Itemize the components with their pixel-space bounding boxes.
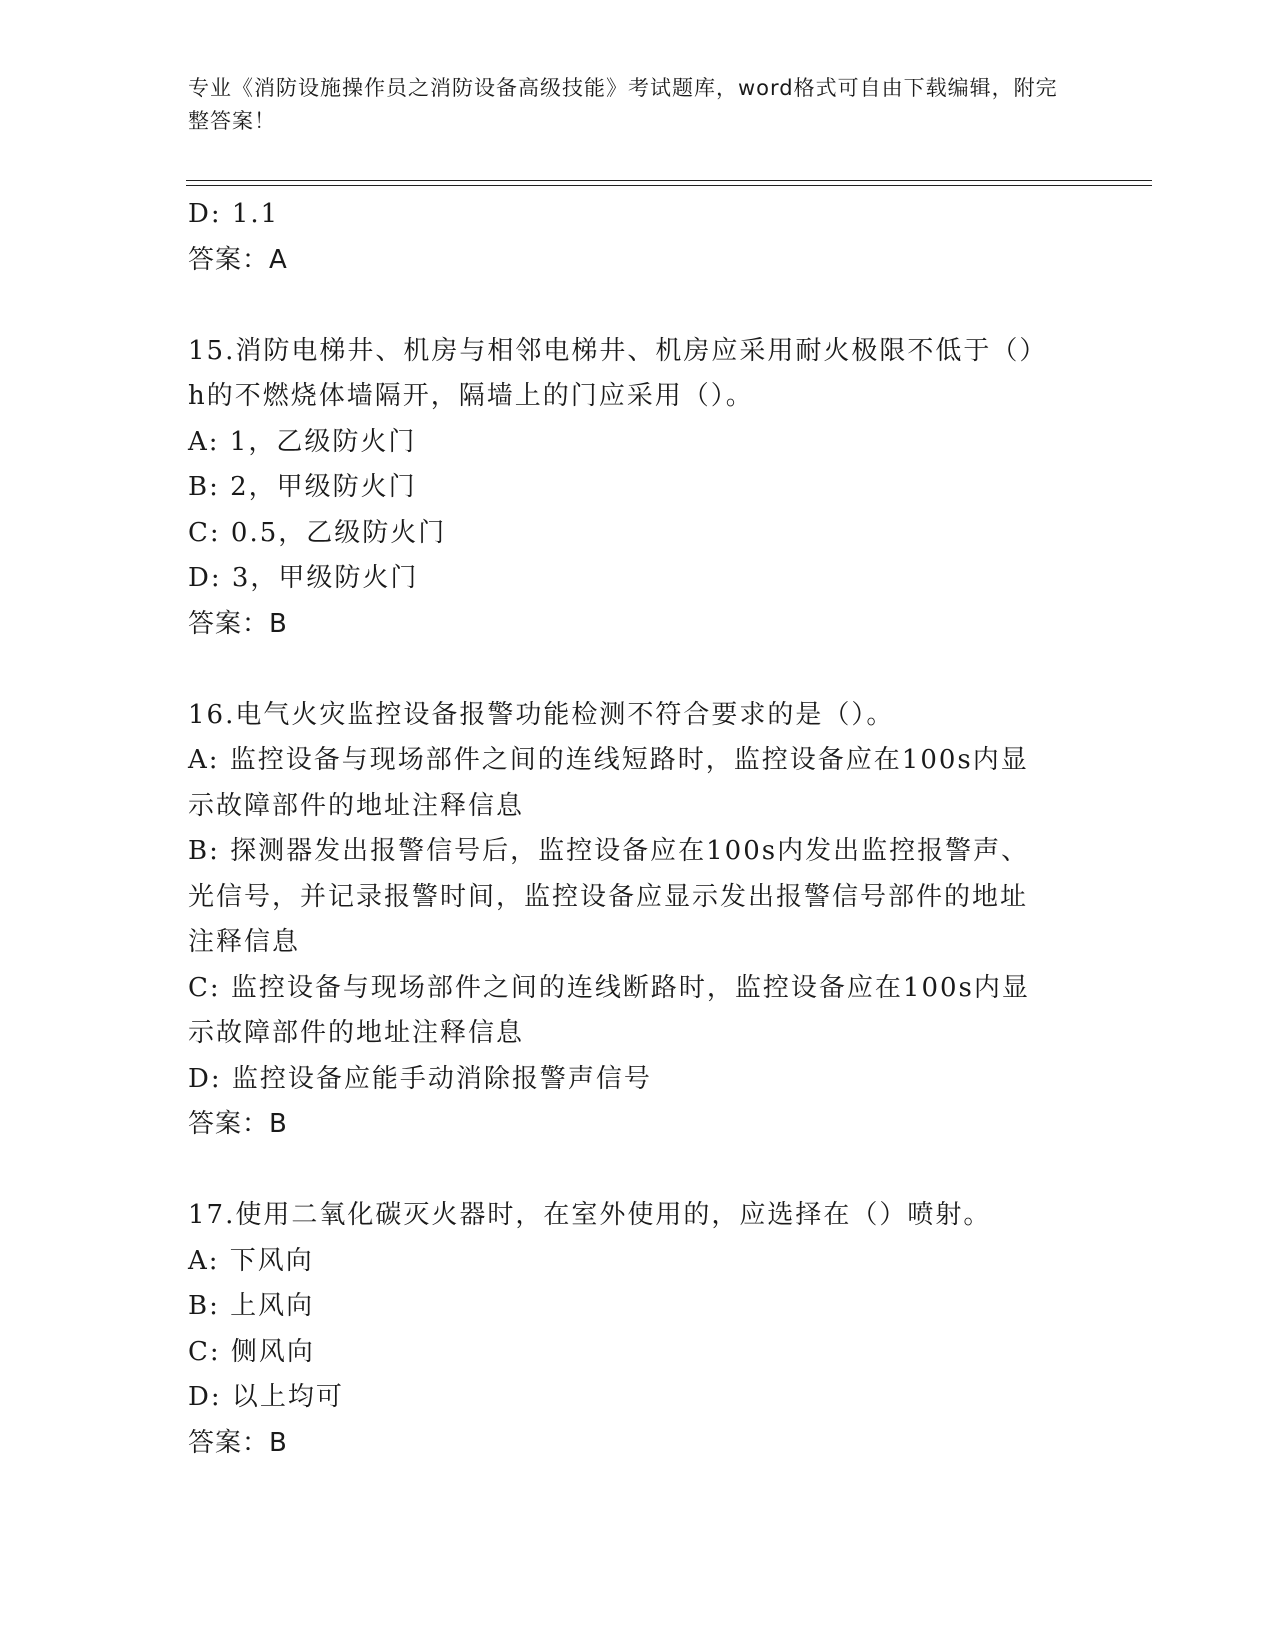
exam-content xyxy=(188,192,1088,1466)
option-a-continued: 示故障部件的地址注释信息 xyxy=(188,790,525,821)
spacer xyxy=(188,647,1088,693)
answer: 答案：B xyxy=(188,1427,288,1458)
option-a: A: 1，乙级防火门 xyxy=(188,426,417,457)
question-stem-line: h的不燃烧体墙隔开，隔墙上的门应采用（）。 xyxy=(188,381,754,411)
option-c: C: 侧风向 xyxy=(188,1336,315,1367)
header-divider-bottom xyxy=(186,185,1152,186)
option-d: D: 监控设备应能手动消除报警声信号 xyxy=(188,1063,652,1094)
question-stem-line: 17.使用二氧化碳灭火器时，在室外使用的，应选择在（）喷射。 xyxy=(188,1200,992,1230)
option-d: D: 以上均可 xyxy=(188,1382,344,1412)
spacer xyxy=(188,283,1088,329)
question-stem-line: 15.消防电梯井、机房与相邻电梯井、机房应采用耐火极限不低于（） xyxy=(188,335,1048,366)
question-17 xyxy=(188,1193,1088,1466)
option-a: A: 监控设备与现场部件之间的连线短路时，监控设备应在100s内显 xyxy=(188,745,1029,775)
previous-option-d: D: 1.1 xyxy=(188,199,280,229)
option-a: A: 下风向 xyxy=(188,1245,314,1276)
question-16 xyxy=(188,693,1088,1148)
option-b-continued: 注释信息 xyxy=(188,927,301,957)
option-c: C: 监控设备与现场部件之间的连线断路时，监控设备应在100s内显 xyxy=(188,972,1030,1003)
option-b: B: 探测器发出报警信号后，监控设备应在100s内发出监控报警声、 xyxy=(188,836,1030,866)
question-15 xyxy=(188,329,1088,648)
header-divider-top xyxy=(186,180,1152,181)
option-b: B: 上风向 xyxy=(188,1291,315,1321)
option-c: C: 0.5，乙级防火门 xyxy=(188,517,447,548)
option-c-continued: 示故障部件的地址注释信息 xyxy=(188,1018,525,1048)
question-stem-line: 16.电气火灾监控设备报警功能检测不符合要求的是（）。 xyxy=(188,699,895,730)
previous-answer: 答案：A xyxy=(188,244,288,275)
option-b-continued: 光信号，并记录报警时间，监控设备应显示发出报警信号部件的地址 xyxy=(188,881,1029,912)
option-d: D: 3，甲级防火门 xyxy=(188,563,419,593)
document-header: 专业《消防设施操作员之消防设备高级技能》考试题库，word格式可自由下载编辑，附完整答案！ xyxy=(188,76,1058,133)
answer: 答案：B xyxy=(188,1109,288,1139)
spacer xyxy=(188,1148,1088,1194)
option-b: B: 2，甲级防火门 xyxy=(188,472,417,502)
answer: 答案：B xyxy=(188,608,288,639)
